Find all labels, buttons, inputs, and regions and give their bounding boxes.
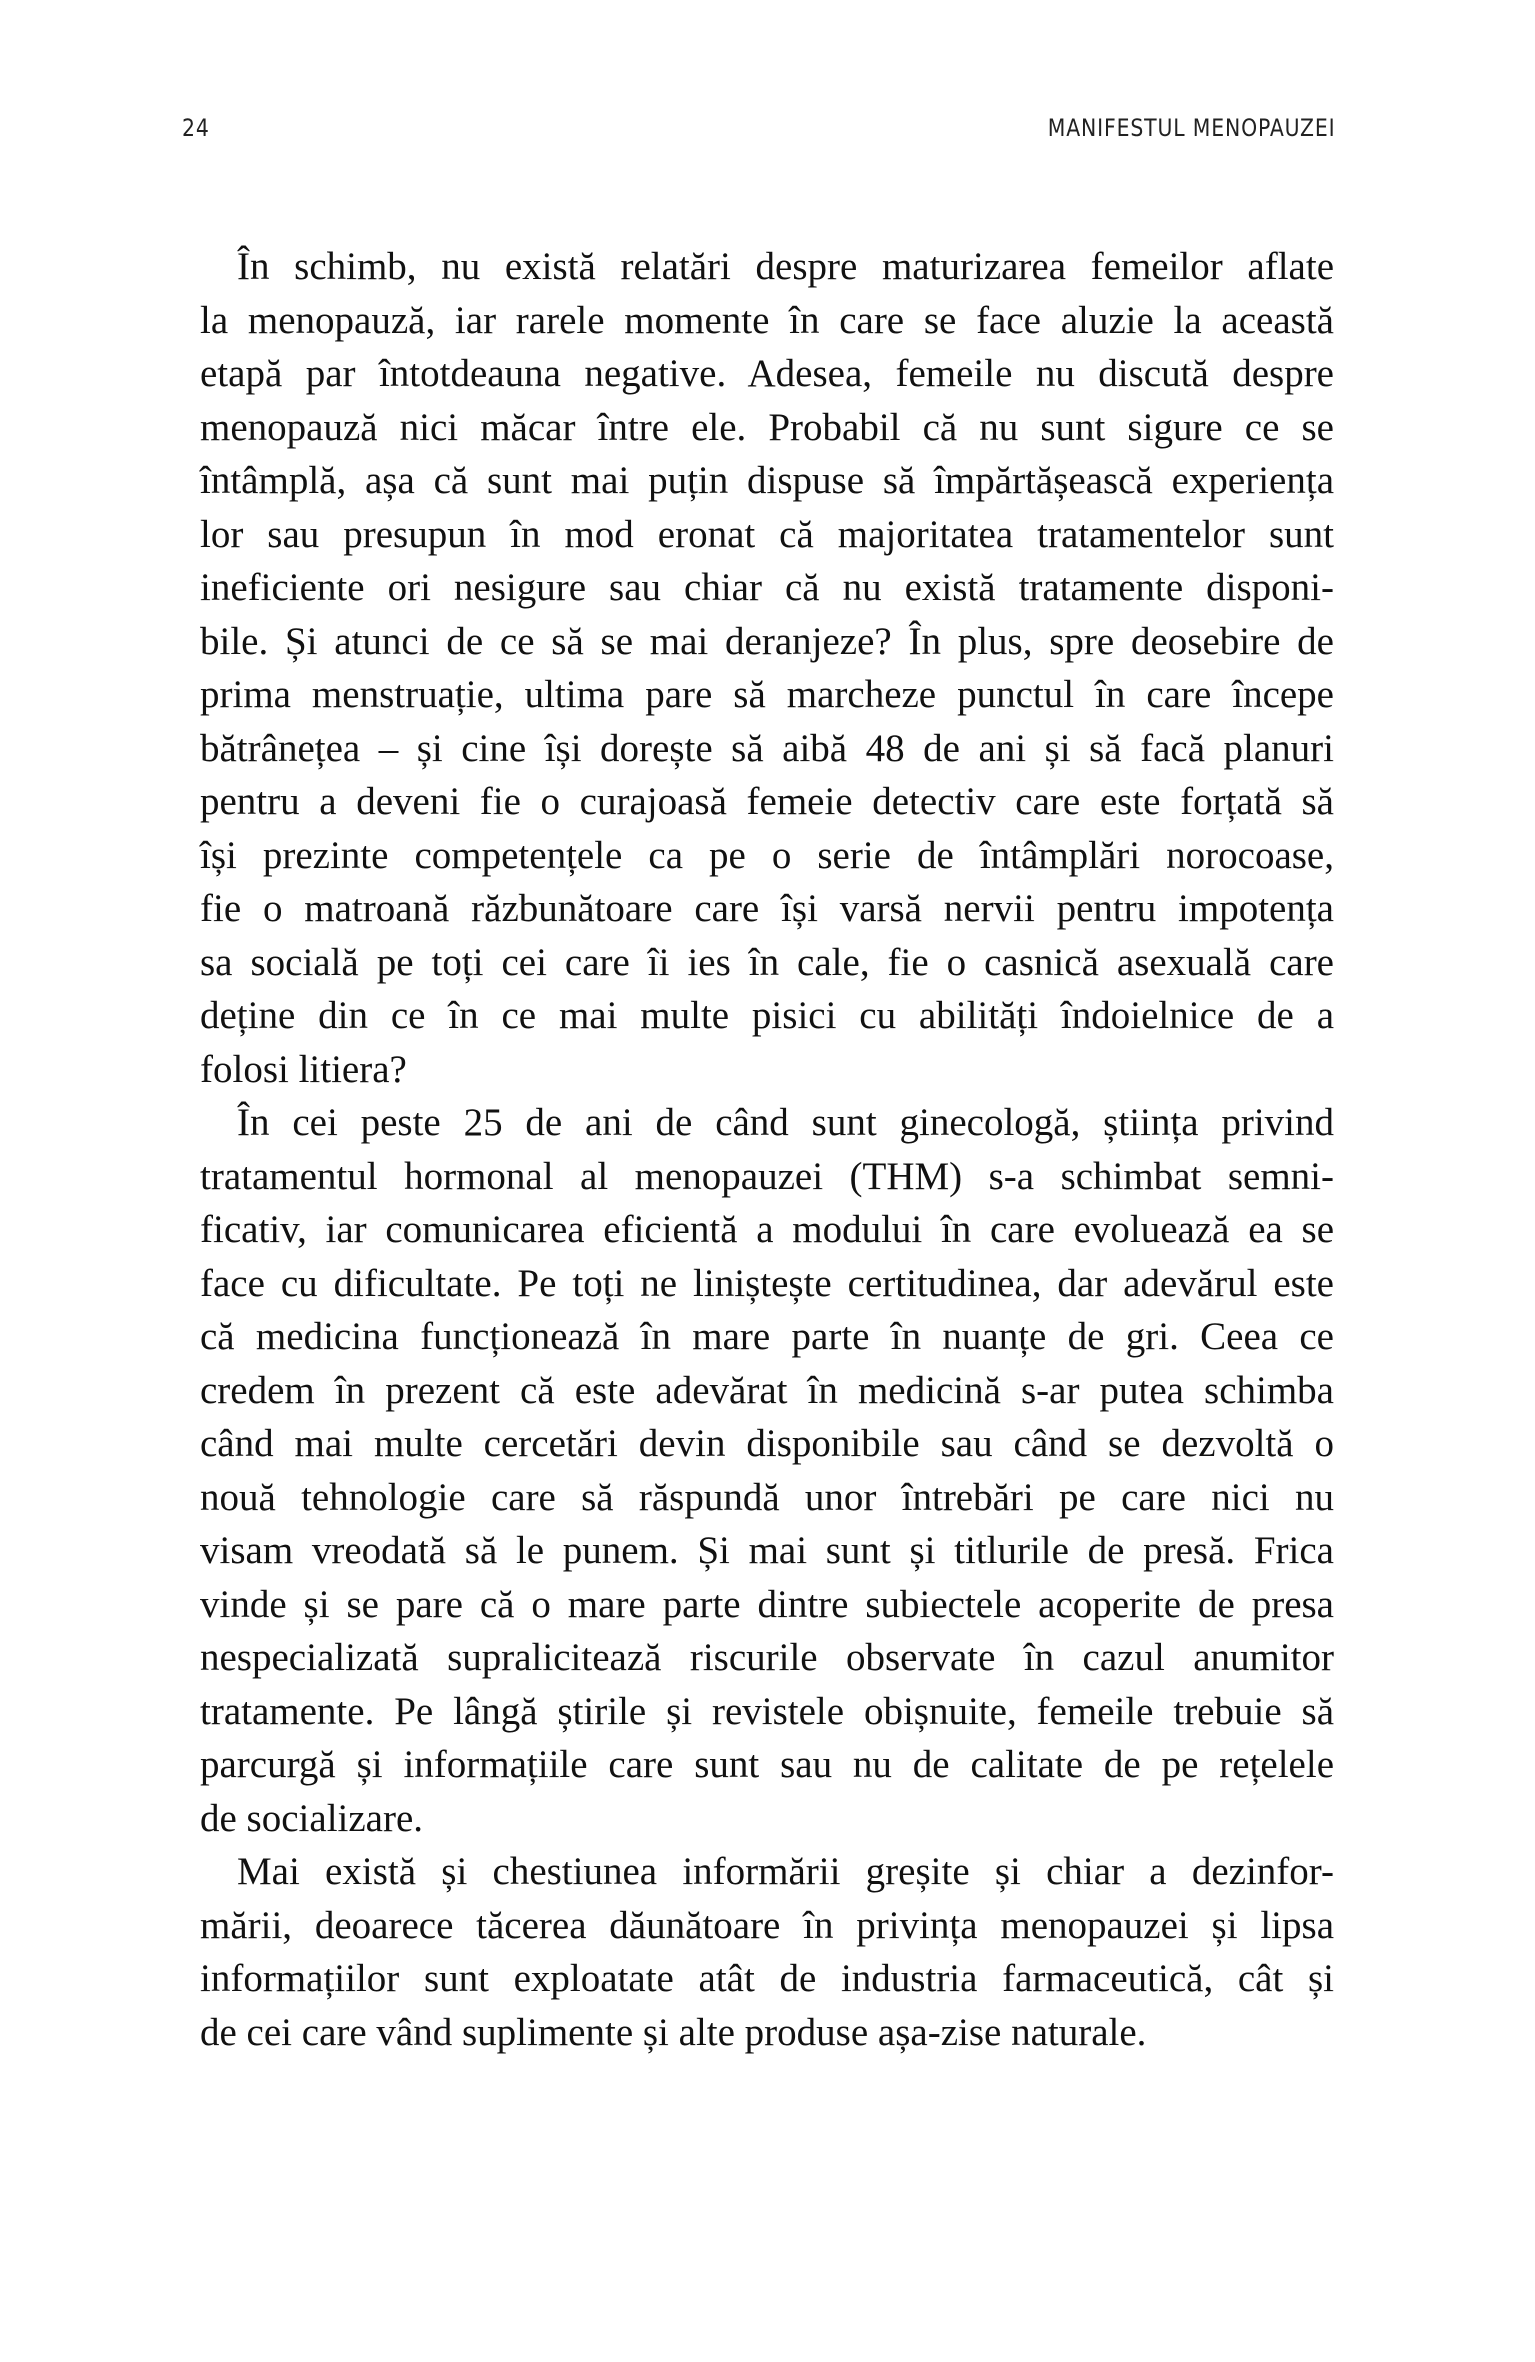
text-line: bătrânețea – și cine își dorește să aibă 48 de ani și să facă planuri [200, 726, 1334, 770]
text-line: fie o matroană răzbunătoare care își varsă nervii pentru impotența [200, 887, 1334, 930]
paragraph [200, 1845, 1334, 2059]
text-line: nouă tehnologie care să răspundă unor întrebări pe care nici nu [200, 1475, 1334, 1519]
text-line: deține din ce în ce mai multe pisici cu abilități îndoielnice de a [200, 994, 1334, 1037]
text-line: informațiilor sunt exploatate atât de industria farmaceutică, cât și [200, 1957, 1334, 2000]
text-line: pentru a deveni fie o curajoasă femeie detectiv care este forțată să [200, 780, 1334, 823]
text-line: mării, deoarece tăcerea dăunătoare în privința menopauzei și lipsa [200, 1903, 1334, 1947]
text-line: că medicina funcționează în mare parte în nuanțe de gri. Ceea ce [200, 1315, 1334, 1358]
paragraph [200, 1096, 1334, 1845]
text-line: ineficiente ori nesigure sau chiar că nu există tratamente disponi- [200, 566, 1334, 609]
text-line: În schimb, nu există relatări despre maturizarea femeilor aflate [237, 245, 1334, 288]
text-line: își prezinte competențele ca pe o serie de întâmplări norocoase, [200, 833, 1334, 877]
running-title: MANIFESTUL MENOPAUZEI [1047, 114, 1335, 142]
text-line: întâmplă, așa că sunt mai puțin dispuse să împărtășească experiența [200, 459, 1334, 502]
running-header [182, 114, 1335, 154]
text-line: tratamentul hormonal al menopauzei (THM) s-a schimbat semni- [200, 1154, 1334, 1198]
text-line: când mai multe cercetări devin disponibile sau când se dezvoltă o [200, 1422, 1334, 1465]
text-line: etapă par întotdeauna negative. Adesea, femeile nu discută despre [200, 352, 1334, 395]
text-line: face cu dificultate. Pe toți ne liniștește certitudinea, dar adevărul este [200, 1261, 1334, 1305]
text-line: de cei care vând suplimente și alte produse așa-zise naturale. [200, 2010, 1147, 2054]
paragraph [200, 240, 1334, 1096]
text-line: folosi litiera? [200, 1047, 407, 1091]
text-line: visam vreodată să le punem. Și mai sunt și titlurile de presă. Frica [200, 1529, 1334, 1572]
text-line: sa socială pe toți cei care îi ies în cale, fie o casnică asexuală care [200, 940, 1334, 984]
text-line: Mai există și chestiunea informării greșite și chiar a dezinfor- [237, 1850, 1334, 1893]
page-number: 24 [182, 114, 210, 142]
text-line: În cei peste 25 de ani de când sunt ginecologă, știința privind [237, 1101, 1334, 1144]
text-line: menopauză nici măcar între ele. Probabil că nu sunt sigure ce se [200, 405, 1334, 449]
text-line: nespecializată supralicitează riscurile observate în cazul anumitor [200, 1636, 1334, 1679]
body-text [200, 240, 1334, 2059]
text-line: parcurgă și informațiile care sunt sau nu de calitate de pe rețelele [200, 1743, 1334, 1786]
text-line: ficativ, iar comunicarea eficientă a modului în care evoluează ea se [200, 1208, 1334, 1251]
text-line: prima menstruație, ultima pare să marcheze punctul în care începe [200, 673, 1334, 716]
text-line: la menopauză, iar rarele momente în care se face aluzie la această [200, 298, 1334, 342]
text-line: bile. Și atunci de ce să se mai deranjeze? În plus, spre deosebire de [200, 619, 1334, 663]
text-line: vinde și se pare că o mare parte dintre subiectele acoperite de presa [200, 1582, 1334, 1626]
text-line: lor sau presupun în mod eronat că majoritatea tratamentelor sunt [200, 512, 1334, 556]
text-line: tratamente. Pe lângă știrile și revistele obișnuite, femeile trebuie să [200, 1689, 1334, 1733]
text-line: de socializare. [200, 1796, 424, 1840]
text-line: credem în prezent că este adevărat în medicină s-ar putea schimba [200, 1368, 1334, 1412]
